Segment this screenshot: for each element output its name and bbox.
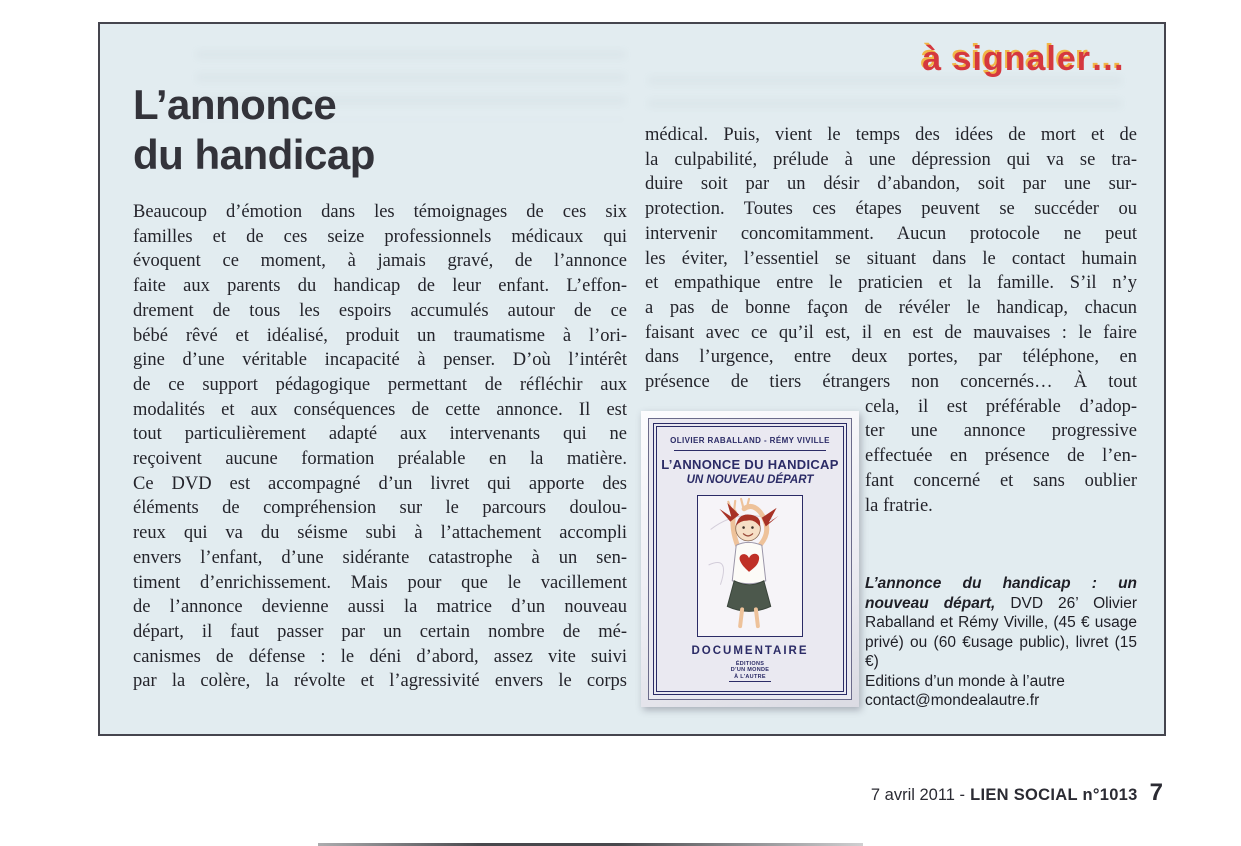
text-line: Beaucoup d’émotion dans les témoignages de ces six	[133, 202, 627, 222]
text-line: canismes de défense : le déni d’abord, assez vite suivi	[133, 646, 627, 667]
dvd-title: L’ANNONCE DU HANDICAP	[661, 456, 839, 472]
text-line: modalités et aux conséquences de cette annonce. Il est	[133, 399, 627, 420]
article-title-line1: L’annonce	[133, 81, 337, 128]
text-line: dans l’urgence, entre deux portes, par téléphone, en	[645, 347, 1137, 368]
text-line: de ce support pédagogique permettant de réfléchir aux	[133, 374, 627, 395]
footer-magazine-name: LIEN SOCIAL n°1013	[970, 786, 1138, 804]
article-left-column	[133, 200, 627, 694]
dvd-subtitle: UN NOUVEAU DÉPART	[686, 473, 814, 486]
caption-contact-email: contact@mondealautre.fr	[865, 692, 1040, 710]
dvd-caption	[865, 574, 1137, 711]
dvd-publisher-line: ÉDITIONS	[735, 660, 765, 667]
text-line: éléments de compréhension sur le parcours doulou-	[133, 498, 627, 519]
text-line: faite aux parents du handicap de leur enfant. L’effon-	[133, 276, 627, 297]
page-footer	[871, 779, 1163, 807]
text-line: la culpabilité, prélude à une dépression qui va se tra-	[645, 149, 1137, 170]
text-line: et empathique entre le praticien et la famille. S’il n’y	[645, 273, 1137, 294]
dvd-cover-frame	[653, 423, 847, 695]
caption-details: DVD 26’ Olivier Raballand et Rémy Viville, (45 € usage privé) ou (60 €usage public), livret (15 €)	[865, 594, 1137, 671]
text-line: drement de tous les espoirs accumulés autour de ce	[133, 300, 627, 321]
dvd-cover	[648, 418, 852, 700]
text-line: a pas de bonne façon de révéler le handicap, chacun	[645, 297, 1137, 318]
dvd-cover-photo	[641, 411, 859, 707]
text-line: faisant avec ce qu’il est, il en est de mauvaises : le faire	[645, 322, 1137, 343]
text-line: par la colère, la révolte et l’agressivité envers le corps	[133, 671, 627, 692]
text-line: fant concerné et sans oublier	[865, 470, 1137, 491]
text-line: départ, il faut passer par un certain nombre de mé-	[133, 621, 627, 642]
dvd-authors: OLIVIER RABALLAND - RÉMY VIVILLE	[670, 435, 830, 445]
page-number: 7	[1149, 779, 1163, 806]
dvd-publisher-line: D’UN MONDE	[730, 667, 770, 674]
dvd-cover-frame-inner	[656, 426, 844, 692]
text-line: timent d’enrichissement. Mais pour que le vacillement	[133, 572, 627, 593]
text-line: gine d’une véritable incapacité à penser. D’où l’intérêt	[133, 350, 627, 371]
caption-publisher: Editions d’un monde à l’autre	[865, 672, 1065, 690]
text-line: Ce DVD est accompagné d’un livret qui apporte des	[133, 473, 627, 494]
text-line: la fratrie.	[865, 495, 933, 516]
right-column-text	[645, 123, 1137, 395]
text-line: effectuée en présence de l’en-	[865, 446, 1137, 467]
page-bleed-through	[648, 76, 1122, 122]
text-line: duire soit par un désir d’abandon, soit par une sur-	[645, 174, 1137, 195]
dvd-publisher-line: À L’AUTRE	[729, 674, 771, 683]
text-line: de l’annonce devienne aussi la matrice d’un nouveau	[133, 597, 627, 618]
dvd-publisher-logo	[657, 661, 843, 683]
text-line: protection. Toutes ces étapes peuvent se succéder ou	[645, 199, 1137, 220]
text-line: évoquent ce moment, à jamais gravé, de l’annonce	[133, 251, 627, 272]
text-line: intervenir concomitamment. Aucun protocole ne peut	[645, 223, 1137, 244]
article-right-column	[645, 123, 1137, 711]
text-line: présence de tiers étrangers non concernés… À tout	[645, 372, 1137, 393]
footer-date: 7 avril 2011 -	[870, 786, 966, 804]
dvd-genre: DOCUMENTAIRE	[691, 644, 809, 657]
text-line: bébé rêvé et idéalisé, produit un traumatisme à l’ori-	[133, 325, 627, 346]
text-line: cela, il est préférable d’adop-	[865, 396, 1137, 417]
article-title-line2: du handicap	[133, 131, 375, 178]
text-line: reux qui va du séisme subi à l’attachement accompli	[133, 523, 627, 544]
text-line: envers l’enfant, d’une sidérante catastrophe à un sen-	[133, 547, 627, 568]
article-title	[133, 80, 375, 180]
text-line: tout particulièrement adapté aux intervenants qui ne	[133, 424, 627, 445]
text-line: reçoivent aucune formation préalable en la matière.	[133, 449, 627, 470]
text-line: médical. Puis, vient le temps des idées de mort et de	[645, 125, 1137, 145]
dvd-rule-divider	[674, 450, 826, 451]
text-line: ter une annonce progressive	[865, 421, 1137, 442]
article-panel	[98, 22, 1166, 736]
girl-illustration	[697, 495, 803, 637]
text-line: les éviter, l’essentiel se situant dans le contact humain	[645, 248, 1137, 269]
text-line: familles et de ces seize professionnels médicaux qui	[133, 226, 627, 247]
right-column-bottom	[645, 395, 1137, 711]
caption-title: L’annonce du handicap : un nouveau départ,	[865, 575, 1137, 612]
section-label: à signaler…	[922, 40, 1126, 78]
